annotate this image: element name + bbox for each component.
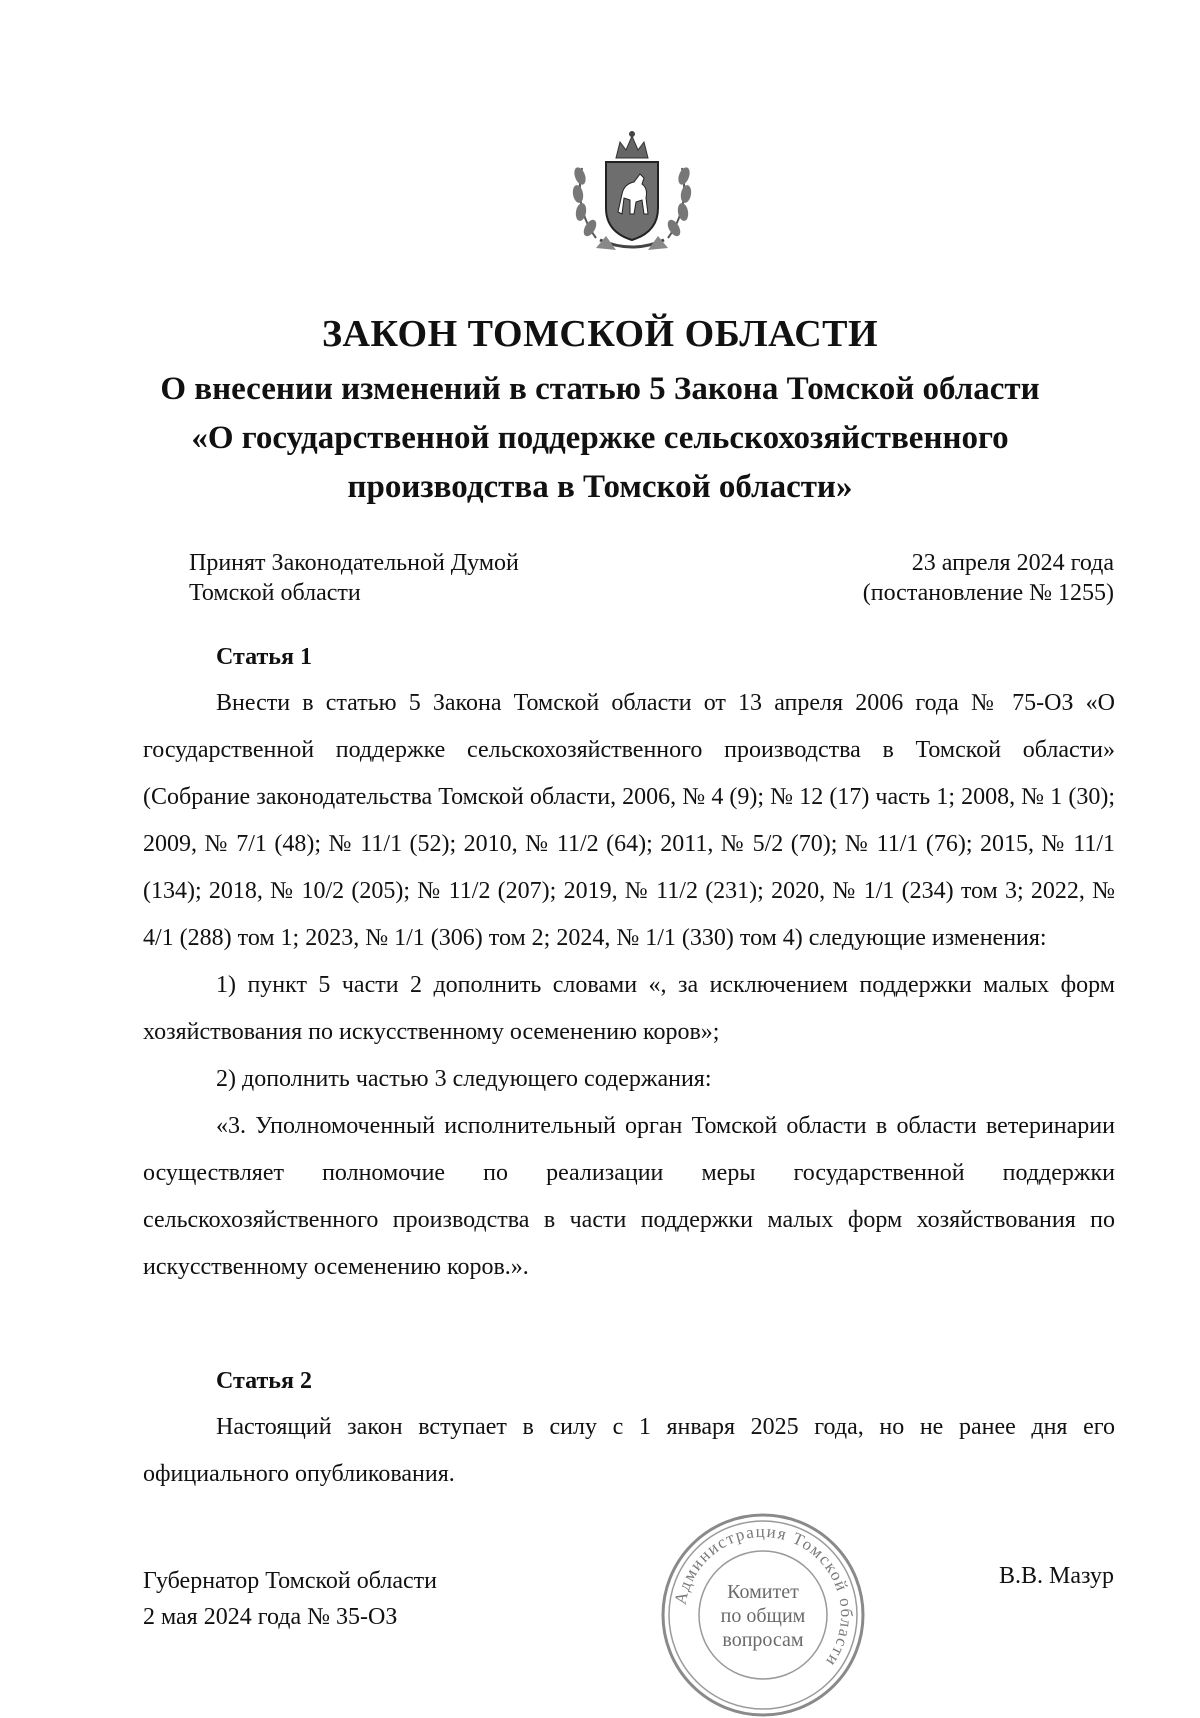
law-subtitle-line-2: «О государственной поддержке сельскохозяйственного [191,420,1009,456]
coat-of-arms-icon [566,128,698,258]
adopting-body-line-2: Томской области [189,580,361,606]
seal-ring-text: Администрация Томской области [670,1521,857,1671]
article-1-paragraph-2: 1) пункт 5 части 2 дополнить словами «, за исключением поддержки малых форм хозяйствования по искусственному осеменению коров»; [143,972,1115,1045]
seal-center-line-1: Комитет [727,1581,799,1603]
adopting-body-line-1: Принят Законодательной Думой [189,550,519,576]
article-2-body [143,1404,1115,1498]
adoption-resolution: (постановление № 1255) [862,580,1114,606]
adoption-date-block [863,548,1114,608]
adoption-date: 23 апреля 2024 года [911,550,1114,576]
law-title: ЗАКОН ТОМСКОЙ ОБЛАСТИ [321,313,879,355]
article-1-paragraph-1: Внести в статью 5 Закона Томской области от 13 апреля 2006 года № 75-ОЗ «О государственной поддержке сельскохозяйственного производства в Томской области» (Собрание законодательства Томской области, 2006, № 4 (9); № 12 (17) часть 1; 2008, № 1 (30); 2009, № 7/1 (48); № 11/1 (52); 2010, № 11/2 (64); 2011, № 5/2 (70); № 11/1 (76); 2015, № 11/1 (134); 2018, № 10/2 (205); № 11/2 (207); 2019, № 11/2 (231); 2020, № 1/1 (234) том 3; 2022, № 4/1 (288) том 1; 2023, № 1/1 (306) том 2; 2024, № 1/1 (330) том 4) следующие изменения: [143,690,1115,951]
official-seal-icon [660,1512,866,1718]
adopting-body [189,548,519,608]
article-1-paragraph-4: «3. Уполномоченный исполнительный орган Томской области в области ветеринарии осуществляет полномочие по реализации меры государственной поддержки сельскохозяйственного производства в части поддержки малых форм хозяйствования по искусственному осеменению коров.». [143,1113,1115,1280]
article-1-paragraph-3: 2) дополнить частью 3 следующего содержания: [216,1066,712,1092]
article-2-heading: Статья 2 [216,1368,312,1394]
seal-center-line-3: вопросам [722,1629,804,1651]
law-subtitle-line-3: производства в Томской области» [347,469,853,505]
signatory-position: Губернатор Томской области [143,1568,437,1594]
seal-center-line-2: по общим [720,1605,806,1627]
signature-block [143,1563,437,1635]
signatory-name: В.В. Мазур [999,1563,1114,1589]
law-subtitle [100,365,1100,512]
article-2-paragraph-1: Настоящий закон вступает в силу с 1 января 2025 года, но не ранее дня его официального опубликования. [143,1414,1115,1487]
article-1-body [143,680,1115,1291]
law-date-number: 2 мая 2024 года № 35-ОЗ [143,1604,398,1630]
law-subtitle-line-1: О внесении изменений в статью 5 Закона Томской области [160,371,1040,407]
article-1-heading: Статья 1 [216,644,312,670]
